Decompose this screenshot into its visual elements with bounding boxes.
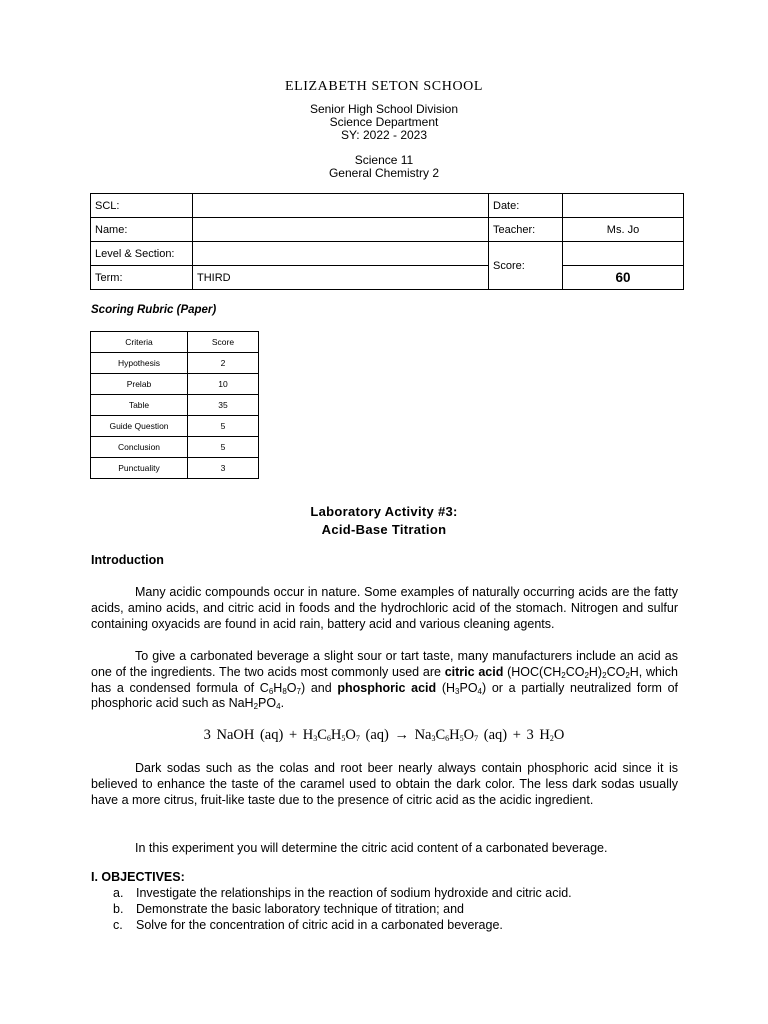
level-section-label: Level & Section:: [91, 242, 193, 266]
equation-subscript: 3: [313, 734, 318, 743]
school-year-line: SY: 2022 - 2023: [340, 128, 428, 142]
subscript: 6: [268, 686, 274, 696]
subscript: 4: [477, 686, 482, 696]
intro-p4-text: In this experiment you will determine the citric acid content of a carbonated beverage.: [135, 841, 608, 855]
teacher-label: Teacher:: [489, 218, 563, 242]
student-info-table: [90, 193, 684, 290]
rubric-header-criteria: Criteria: [91, 332, 188, 353]
table-row: [91, 374, 259, 395]
objectives-list: [91, 886, 681, 933]
date-field[interactable]: [563, 194, 684, 218]
intro-paragraph-2: [91, 649, 678, 712]
citric-acid-term: citric acid: [444, 664, 504, 679]
subscript: 7: [296, 686, 301, 696]
formula-text: ) or a partially neutralized form of phosphoric acid such as NaH: [91, 680, 679, 711]
equation-part: H: [449, 727, 460, 743]
table-row: [91, 395, 259, 416]
date-label: Date:: [489, 194, 563, 218]
rubric-header-row: [91, 332, 259, 353]
objective-text: Demonstrate the basic laboratory technique of titration; and: [136, 901, 464, 916]
subject-line: General Chemistry 2: [328, 166, 440, 180]
teacher-value: Ms. Jo: [563, 218, 684, 242]
formula-text: CO: [565, 664, 585, 679]
list-marker: c.: [113, 917, 123, 932]
division-line: Senior High School Division: [309, 102, 459, 116]
school-name: ELIZABETH SETON SCHOOL: [284, 79, 484, 94]
activity-title-line2: Acid-Base Titration: [321, 522, 447, 537]
intro-paragraph-1: [91, 585, 678, 632]
subscript: 2: [602, 670, 607, 680]
formula-text: H, which has a condensed formula of C: [91, 664, 678, 695]
equation-part: (aq) + 3 H: [478, 727, 550, 743]
equation-subscript: 5: [459, 734, 464, 743]
course-line: Science 11: [354, 153, 414, 167]
intro-paragraph-4: [91, 841, 678, 857]
table-row: [91, 353, 259, 374]
list-item: [91, 902, 681, 918]
equation-part: 3 NaOH (aq) + H: [203, 727, 314, 743]
rubric-criteria: Prelab: [91, 374, 188, 395]
objective-text: Investigate the relationships in the reaction of sodium hydroxide and citric acid.: [136, 886, 572, 900]
phosphoric-acid-term: phosphoric acid: [337, 680, 437, 695]
scl-field[interactable]: [193, 194, 489, 218]
intro-paragraph-3: [91, 761, 678, 808]
list-marker: b.: [113, 901, 124, 916]
rubric-score: 2: [188, 353, 259, 374]
formula-text: PO: [258, 696, 277, 711]
subscript: 4: [276, 702, 281, 712]
scoring-rubric-table: [90, 331, 259, 479]
rubric-title: Scoring Rubric (Paper): [91, 304, 217, 316]
formula-text: (H: [436, 680, 456, 695]
list-marker: a.: [113, 886, 124, 900]
intro-p2-text: To give a carbonated beverage a slight sour or tart taste, many manufacturers include an acid as one of the ingredients. The two acids most commonly used are: [91, 649, 678, 679]
subscript: 2: [253, 702, 259, 712]
table-row: [91, 437, 259, 458]
rubric-score: 35: [188, 395, 259, 416]
rubric-criteria: Punctuality: [91, 458, 188, 479]
equation-subscript: 6: [326, 734, 331, 743]
chemical-equation: [0, 727, 768, 744]
equation-subscript: 5: [341, 734, 346, 743]
table-row: [91, 458, 259, 479]
level-section-field[interactable]: [193, 242, 489, 266]
rubric-score: 10: [188, 374, 259, 395]
scl-label: SCL:: [91, 194, 193, 218]
rubric-criteria: Hypothesis: [91, 353, 188, 374]
subscript: 3: [455, 686, 460, 696]
activity-title-line1: Laboratory Activity #3:: [310, 504, 458, 519]
rubric-header-score: Score: [188, 332, 259, 353]
equation-part: C: [317, 727, 327, 743]
equation-subscript: 2: [549, 734, 554, 743]
equation-part: O: [463, 727, 475, 743]
equation-part: O: [553, 727, 565, 743]
formula-text: .: [280, 696, 285, 711]
list-item: [91, 918, 681, 934]
subscript: 2: [625, 670, 630, 680]
introduction-heading: Introduction: [91, 553, 164, 567]
department-line: Science Department: [329, 115, 439, 129]
formula-text: ) and: [300, 680, 338, 695]
equation-part: H: [330, 727, 342, 743]
objective-text: Solve for the concentration of citric acid in a carbonated beverage.: [136, 917, 503, 932]
equation-part: C: [435, 727, 446, 743]
intro-p3-text: Dark sodas such as the colas and root beer nearly always contain phosphoric acid since it is believed to enhance the taste of the caramel used to obtain the dark color. The less dark sodas usually have a more citrus, fruit-like taste due to the presence of citric acid as the acidic ingredient.: [91, 761, 678, 807]
formula-text: H): [588, 664, 603, 679]
score-total: 60: [563, 266, 684, 290]
subscript: 8: [282, 686, 287, 696]
equation-part: (aq) → Na: [359, 727, 432, 743]
term-value: THIRD: [193, 266, 489, 290]
subscript: 2: [584, 670, 589, 680]
equation-subscript: 3: [431, 734, 436, 743]
equation-subscript: 7: [355, 734, 360, 743]
formula-text: O: [286, 680, 297, 695]
rubric-criteria: Conclusion: [91, 437, 188, 458]
equation-subscript: 6: [445, 734, 450, 743]
rubric-score: 5: [188, 437, 259, 458]
formula-text: PO: [459, 680, 478, 695]
equation-part: O: [345, 727, 356, 743]
name-label: Name:: [91, 218, 193, 242]
score-field[interactable]: [563, 242, 684, 266]
activity-title: [0, 503, 768, 539]
subscript: 2: [561, 670, 566, 680]
objectives-heading: I. OBJECTIVES:: [91, 870, 185, 884]
score-label: Score:: [489, 242, 563, 290]
equation-subscript: 7: [474, 734, 479, 743]
name-field[interactable]: [193, 218, 489, 242]
formula-text: H: [273, 680, 283, 695]
table-row: [91, 416, 259, 437]
rubric-score: 3: [188, 458, 259, 479]
formula-text: (HOC(CH: [503, 664, 562, 679]
term-label: Term:: [91, 266, 193, 290]
rubric-criteria: Guide Question: [91, 416, 188, 437]
intro-p1-text: Many acidic compounds occur in nature. Some examples of naturally occurring acids are the fatty acids, amino acids, and citric acid in foods and the hydrochloric acid of the stomach. Nitrogen and sulfur containing oxyacids are found in acid rain, battery acid and various cleaning agents.: [91, 585, 678, 631]
rubric-criteria: Table: [91, 395, 188, 416]
rubric-score: 5: [188, 416, 259, 437]
list-item: [91, 886, 681, 902]
formula-text: CO: [606, 664, 626, 679]
